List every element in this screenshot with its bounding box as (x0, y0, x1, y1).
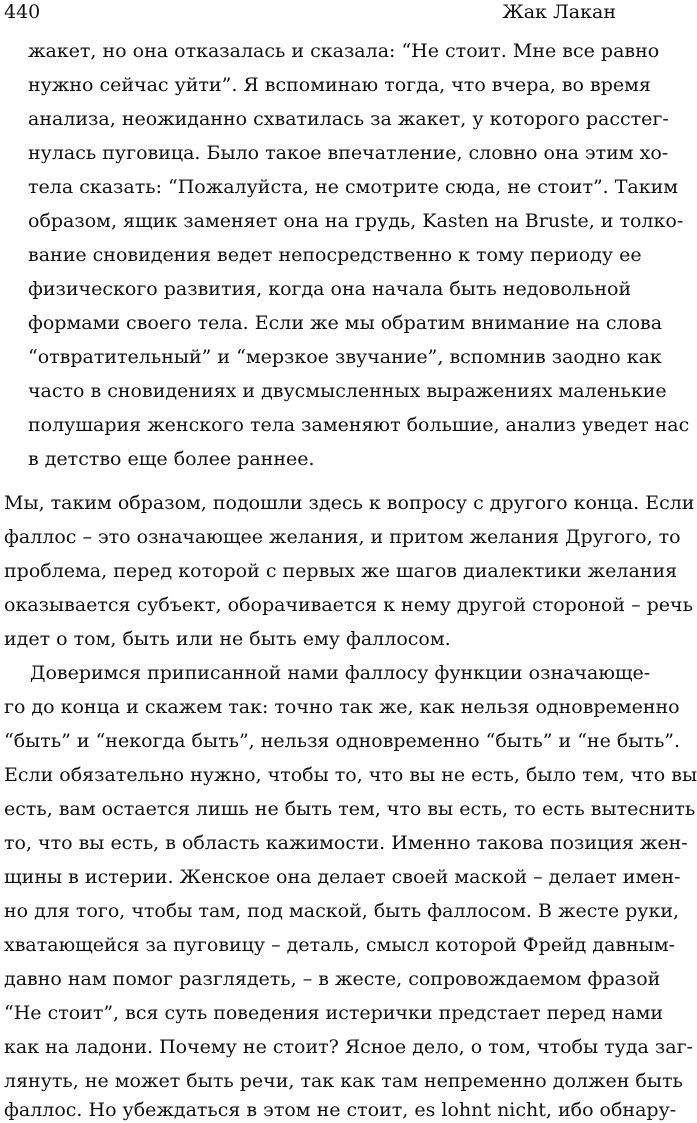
text-line: фаллос – это означающее желания, и притом желания Другого, то (4, 526, 681, 548)
text-line: есть, вам остается лишь не быть тем, что вы есть, то есть вытеснить (4, 798, 696, 820)
text-line: давно нам помог разглядеть, – в жесте, сопровождаемом фразой (4, 968, 661, 990)
text-line: полушария женского тела заменяют большие, анализ уведет нас (28, 414, 690, 436)
text-line: оказывается субъект, оборачивается к нему другой стороной – речь (4, 594, 693, 616)
text-line: формами своего тела. Если же мы обратим внимание на слова (28, 312, 663, 334)
text-line: нулась пуговица. Было такое впечатление, словно она этим хо- (28, 142, 669, 164)
text-line: идет о том, быть или не быть ему фаллосом. (4, 628, 451, 650)
text-line: жакет, но она отказалась и сказала: “Не стоит. Мне все равно (28, 40, 660, 62)
text-line: то, что вы есть, в область кажимости. Именно такова позиция жен- (4, 832, 688, 854)
text-line: вание сновидения ведет непосредственно к тому периоду ее (28, 244, 642, 266)
text-line: как на ладони. Почему не стоит? Ясное дело, о том, чтобы туда заг- (4, 1036, 693, 1058)
text-line: щины в истерии. Женское она делает своей маской – делает имен- (4, 866, 681, 888)
running-head: Жак Лакан (502, 1, 616, 23)
text-line: “Не стоит”, вся суть поведения истерички предстает перед нами (4, 1002, 664, 1024)
text-line: Если обязательно нужно, чтобы то, что вы не есть, было тем, что вы (4, 764, 697, 786)
page-number: 440 (4, 1, 41, 23)
text-line: тела сказать: “Пожалуйста, не смотрите сюда, не стоит”. Таким (28, 176, 679, 198)
text-line: проблема, перед которой с первых же шагов диалектики желания (4, 560, 678, 582)
text-line: в детство еще более раннее. (28, 448, 315, 470)
text-line: хватающейся за пуговицу – деталь, смысл которой Фрейд давным- (4, 934, 676, 956)
text-line: образом, ящик заменяет она на грудь, Kasten на Bruste, и толко- (28, 210, 684, 232)
text-line: фаллос. Но убеждаться в этом не стоит, es lohnt nicht, ибо обнару- (4, 1099, 677, 1121)
text-line: Мы, таким образом, подошли здесь к вопросу с другого конца. Если (4, 492, 695, 514)
page-header (4, 0, 616, 28)
text-line: Доверимся приписанной нами фаллосу функции означающе- (30, 662, 651, 684)
text-line: “быть” и “некогда быть”, нельзя одновременно “быть” и “не быть”. (4, 730, 681, 752)
text-line: лянуть, не может быть речи, так как там непременно должен быть (4, 1070, 683, 1092)
text-line: но для того, чтобы там, под маской, быть фаллосом. В жесте руки, (4, 900, 680, 922)
text-line: нужно сейчас уйти”. Я вспоминаю тогда, что вчера, во время (28, 74, 651, 96)
text-line: го до конца и скажем так: точно так же, как нельзя одновременно (4, 696, 680, 718)
text-line: физического развития, когда она начала быть недовольной (28, 278, 632, 300)
text-line: часто в сновидениях и двусмысленных выражениях маленькие (28, 380, 667, 402)
text-line: “отвратительный” и “мерзкое звучание”, вспомнив заодно как (28, 346, 662, 368)
text-line: анализа, неожиданно схватилась за жакет, у которого расстег- (28, 108, 669, 130)
